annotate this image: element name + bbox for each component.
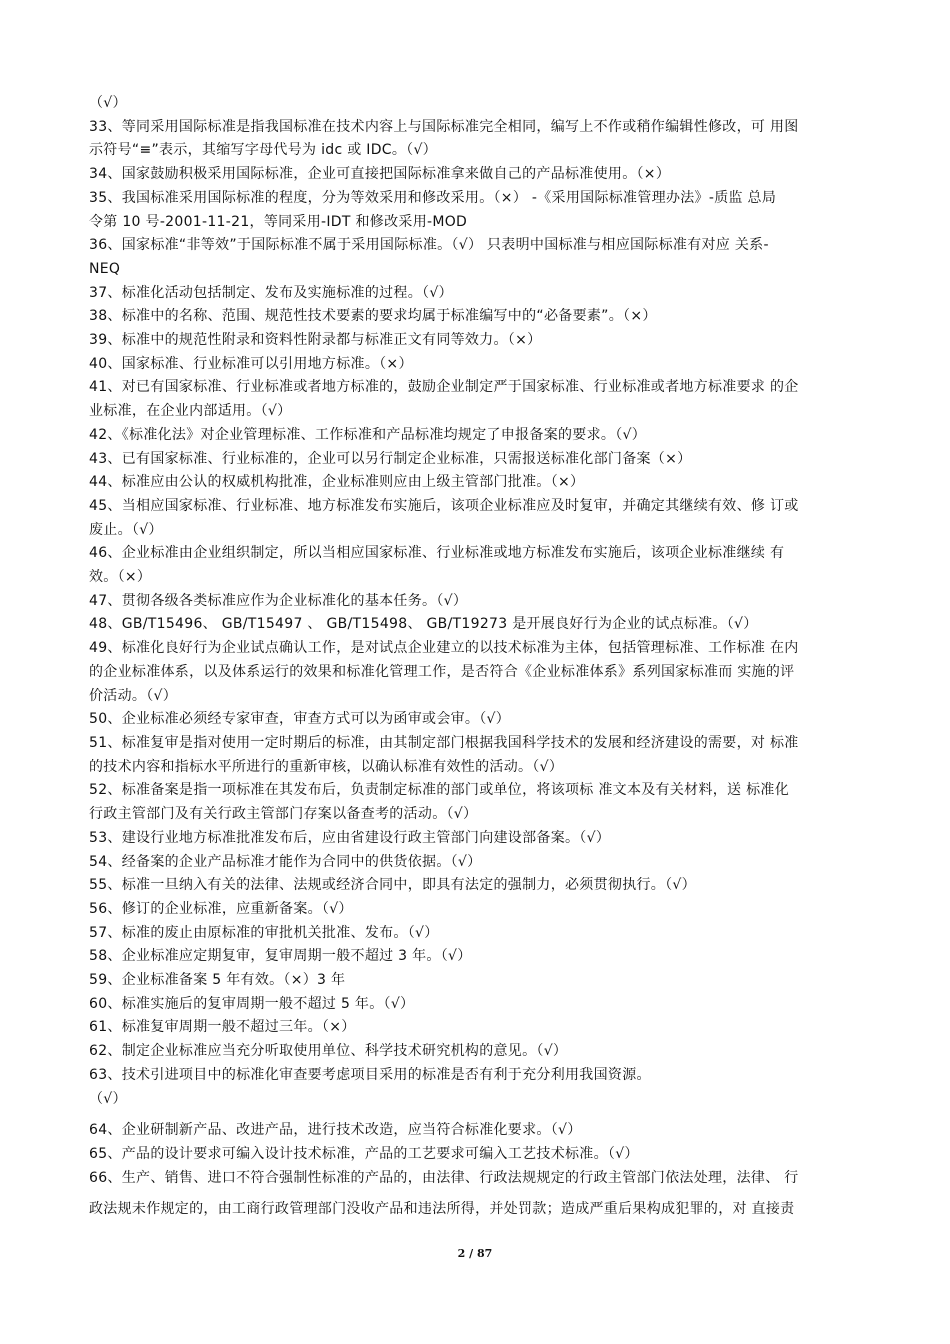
text-line: 价活动。（√） [89,687,178,704]
text-line: 45、当相应国家标准、行业标准、地方标准发布实施后，该项企业标准应及时复审，并确定其继续有效、修 订或 [89,497,799,514]
text-line: 39、标准中的规范性附录和资料性附录都与标准正文有同等效力。（×） [89,332,542,349]
text-line: 的技术内容和指标水平所进行的重新审核，以确认标准有效性的活动。（√） [89,758,564,775]
text-line: 52、标准备案是指一项标准在其发布后，负责制定标准的部门或单位，将该项标 准文本及有关材料，送 标准化 [89,782,790,799]
text-line: 令第 10 号-2001-11-21，等同采用-IDT 和修改采用-MOD [89,213,468,230]
text-line: 60、标准实施后的复审周期一般不超过 5 年。（√） [89,995,415,1012]
text-line: 40、国家标准、行业标准可以引用地方标准。（×） [89,355,413,372]
text-line: 34、国家鼓励积极采用国际标准，企业可直接把国际标准拿来做自己的产品标准使用。（×） [89,166,671,183]
text-line: 51、标准复审是指对使用一定时期后的标准，由其制定部门根据我国科学技术的发展和经济建设的需要，对 标准 [89,734,799,751]
text-line: 63、技术引进项目中的标准化审查要考虑项目采用的标准是否有利于充分利用我国资源。 [89,1066,651,1083]
text-line: 35、我国标准采用国际标准的程度，分为等效采用和修改采用。（×） -《采用国际标准管理办法》-质监 总局 [89,189,777,206]
text-line: NEQ [89,260,121,277]
text-line: 38、标准中的名称、范围、规范性技术要素的要求均属于标准编写中的“必备要素”。（×） [89,308,657,325]
text-line: 43、已有国家标准、行业标准的，企业可以另行制定企业标准，只需报送标准化部门备案（×） [89,450,692,467]
text-line: 59、企业标准备案 5 年有效。（×）3 年 [89,972,346,989]
text-line: 46、企业标准由企业组织制定，所以当相应国家标准、行业标准或地方标准发布实施后，该项企业标准继续 有 [89,545,785,562]
text-line: 业标准，在企业内部适用。（√） [89,403,292,420]
text-line: 58、企业标准应定期复审，复审周期一般不超过 3 年。（√） [89,948,472,965]
text-line: 37、标准化活动包括制定、发布及实施标准的过程。（√） [89,284,453,301]
text-line: 57、标准的废止由原标准的审批机关批准、发布。（√） [89,924,439,941]
text-line: 废止。（√） [89,521,163,538]
text-line: 示符号“≡”表示，其缩写字母代号为 idc 或 IDC。（√） [89,142,437,159]
text-line: 61、标准复审周期一般不超过三年。（×） [89,1019,356,1036]
text-line: 49、标准化良好行为企业试点确认工作，是对试点企业建立的以技术标准为主体，包括管理标准、工作标准 在内 [89,640,799,657]
text-line: 政法规未作规定的，由工商行政管理部门没收产品和违法所得，并处罚款；造成严重后果构成犯罪的，对 直接责 [89,1201,795,1218]
text-line: 62、制定企业标准应当充分听取使用单位、科学技术研究机构的意见。（√） [89,1043,568,1060]
document-body [89,92,884,1222]
text-line: 行政主管部门及有关行政主管部门存案以备查考的活动。（√） [89,806,478,823]
text-line: 42、《标准化法》对企业管理标准、工作标准和产品标准均规定了申报备案的要求。（√） [89,426,647,443]
text-line: 66、生产、销售、进口不符合强制性标准的产品的，由法律、行政法规规定的行政主管部门依法处理，法律、 行 [89,1169,799,1186]
text-line: 64、企业研制新产品、改进产品，进行技术改造，应当符合标准化要求。（√） [89,1122,582,1139]
text-line: 54、经备案的企业产品标准才能作为合同中的供货依据。（√） [89,853,482,870]
text-line: 的企业标准体系，以及体系运行的效果和标准化管理工作，是否符合《企业标准体系》系列国家标准而 实施的评 [89,663,795,680]
text-line: 47、贯彻各级各类标准应作为企业标准化的基本任务。（√） [89,592,468,609]
page-number: 2 / 87 [457,1247,493,1260]
text-line: 33、等同采用国际标准是指我国标准在技术内容上与国际标准完全相同，编写上不作或稍作编辑性修改，可 用图 [89,118,799,135]
text-line: 效。（×） [89,569,152,586]
text-line: 48、GB/T15496、 GB/T15497 、 GB/T15498、 GB/T19273 是开展良好行为企业的试点标准。（√） [89,616,758,633]
text-line: 53、建设行业地方标准批准发布后，应由省建设行政主管部门向建设部备案。（√） [89,829,611,846]
text-line: 41、对已有国家标准、行业标准或者地方标准的，鼓励企业制定严于国家标准、行业标准或者地方标准要求 的企 [89,379,799,396]
text-line: 65、产品的设计要求可编入设计技术标准，产品的工艺要求可编入工艺技术标准。（√） [89,1145,639,1162]
text-line: 36、国家标准“非等效”于国际标准不属于采用国际标准。（√） 只表明中国标准与相应国际标准有对应 关系- [89,237,769,254]
text-line: 55、标准一旦纳入有关的法律、法规或经济合同中，即具有法定的强制力，必须贯彻执行。（√） [89,877,696,894]
text-line: 44、标准应由公认的权威机构批准，企业标准则应由上级主管部门批准。（×） [89,474,585,491]
text-line: （√） [89,95,127,111]
text-line: 56、修订的企业标准，应重新备案。（√） [89,900,353,917]
text-line: （√） [89,1090,127,1107]
text-line: 50、企业标准必须经专家审查，审查方式可以为函审或会审。（√） [89,711,511,728]
